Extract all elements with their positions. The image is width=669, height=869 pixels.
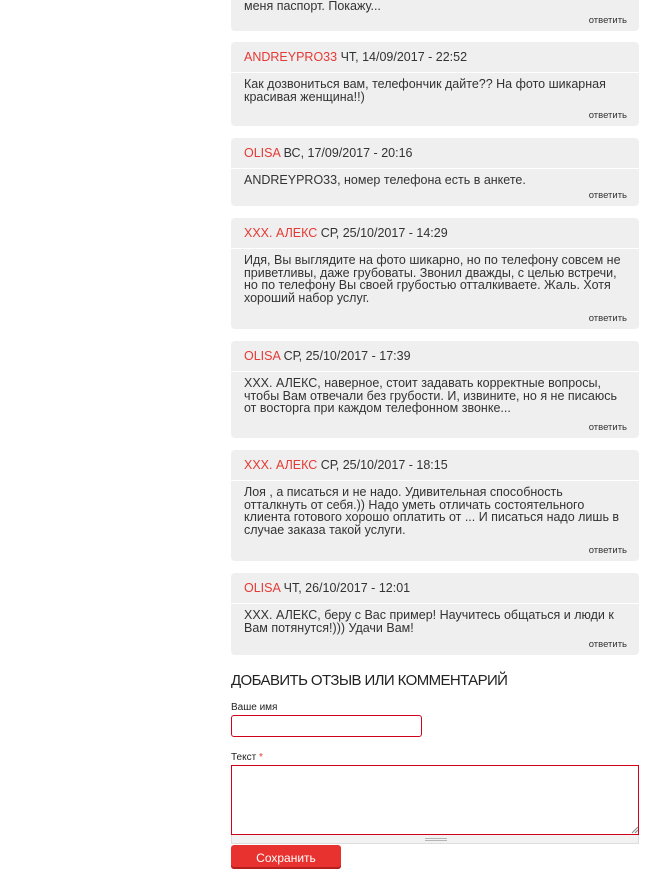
comment-card: [231, 42, 639, 126]
grip-line: [425, 840, 447, 841]
comment-card: [231, 341, 639, 438]
comment-author[interactable]: XXX. АЛЕКС: [244, 226, 318, 240]
comment-divider: [231, 248, 639, 249]
comment-card: [231, 573, 639, 655]
comment-header: [244, 146, 412, 161]
resize-grip-icon[interactable]: [631, 826, 639, 834]
grip-line: [425, 838, 447, 839]
comment-divider: [231, 480, 639, 481]
comment-text: Лоя , а писаться и не надо. Удивительная способность отталкнуть от себя.)) Надо уметь отличать состоятельного клиента готового хорошо оплатить от ... И писаться надо лишь в случае заказа такой услуги.: [244, 485, 620, 537]
comment-author[interactable]: OLISA: [244, 146, 281, 160]
comment-date: ЧТ, 26/10/2017 - 12:01: [283, 581, 411, 595]
comment-divider: [231, 168, 639, 169]
comment-header: [244, 50, 467, 65]
add-comment-heading: ДОБАВИТЬ ОТЗЫВ ИЛИ КОММЕНТАРИЙ: [231, 672, 508, 689]
required-mark: *: [258, 752, 263, 763]
reply-link[interactable]: ответить: [588, 110, 627, 121]
comment-text: XXX. АЛЕКС, беру с Вас пример! Научитесь общаться и люди к Вам потянутся!))) Удачи Вам!: [244, 608, 614, 635]
reply-link[interactable]: ответить: [588, 422, 627, 433]
name-field-label: Ваше имя: [231, 702, 278, 713]
comment-date: СР, 25/10/2017 - 14:29: [320, 226, 448, 240]
comment-divider: [231, 72, 639, 73]
comment-author[interactable]: XXX. АЛЕКС: [244, 458, 318, 472]
comment-author[interactable]: OLISA: [244, 581, 281, 595]
comment-header: [244, 226, 448, 241]
comment-author[interactable]: ANDREYPRO33: [244, 50, 338, 64]
text-field-label: [231, 752, 263, 763]
comment-author[interactable]: OLISA: [244, 349, 281, 363]
comment-textarea[interactable]: [231, 765, 639, 835]
comment-date: ВС, 17/09/2017 - 20:16: [283, 146, 413, 160]
comment-text: Идя, Вы выглядите на фото шикарно, но по телефону совсем не приветливы, даже грубоваты. Звонил дважды, с целью встречи, но по телефону Вы своей грубостью отталкиваете. Жаль. Хотя хороший набор услуг.: [244, 253, 621, 305]
comment-text: XXX. АЛЕКС, наверное, стоит задавать корректные вопросы, чтобы Вам отвечали без грубости. И, извините, но я не писаюсь от восторга при каждом телефонном звонке...: [244, 376, 617, 415]
comment-divider: [231, 603, 639, 604]
comment-card: [231, 0, 639, 31]
reply-link[interactable]: ответить: [588, 15, 627, 26]
comment-date: СР, 25/10/2017 - 17:39: [283, 349, 411, 363]
comment-card: [231, 450, 639, 561]
name-input[interactable]: [231, 715, 422, 737]
comment-header: [244, 581, 410, 596]
comment-text: ANDREYPRO33, номер телефона есть в анкете.: [244, 173, 526, 187]
comment-text: Как дозвониться вам, телефончик дайте?? На фото шикарная красивая женщина!!): [244, 77, 606, 104]
reply-link[interactable]: ответить: [588, 190, 627, 201]
comment-date: ЧТ, 14/09/2017 - 22:52: [340, 50, 468, 64]
reply-link[interactable]: ответить: [588, 545, 627, 556]
save-button[interactable]: Сохранить: [231, 845, 341, 869]
comment-divider: [231, 371, 639, 372]
text-label: Текст: [231, 752, 257, 763]
reply-link[interactable]: ответить: [588, 639, 627, 650]
comment-header: [244, 349, 411, 364]
reply-link[interactable]: ответить: [588, 313, 627, 324]
comment-card: [231, 138, 639, 206]
comment-header: [244, 458, 448, 473]
comment-card: [231, 218, 639, 329]
comment-date: СР, 25/10/2017 - 18:15: [320, 458, 448, 472]
textarea-drag-handle[interactable]: [231, 835, 639, 844]
comment-text: меня паспорт. Покажу...: [244, 0, 381, 13]
